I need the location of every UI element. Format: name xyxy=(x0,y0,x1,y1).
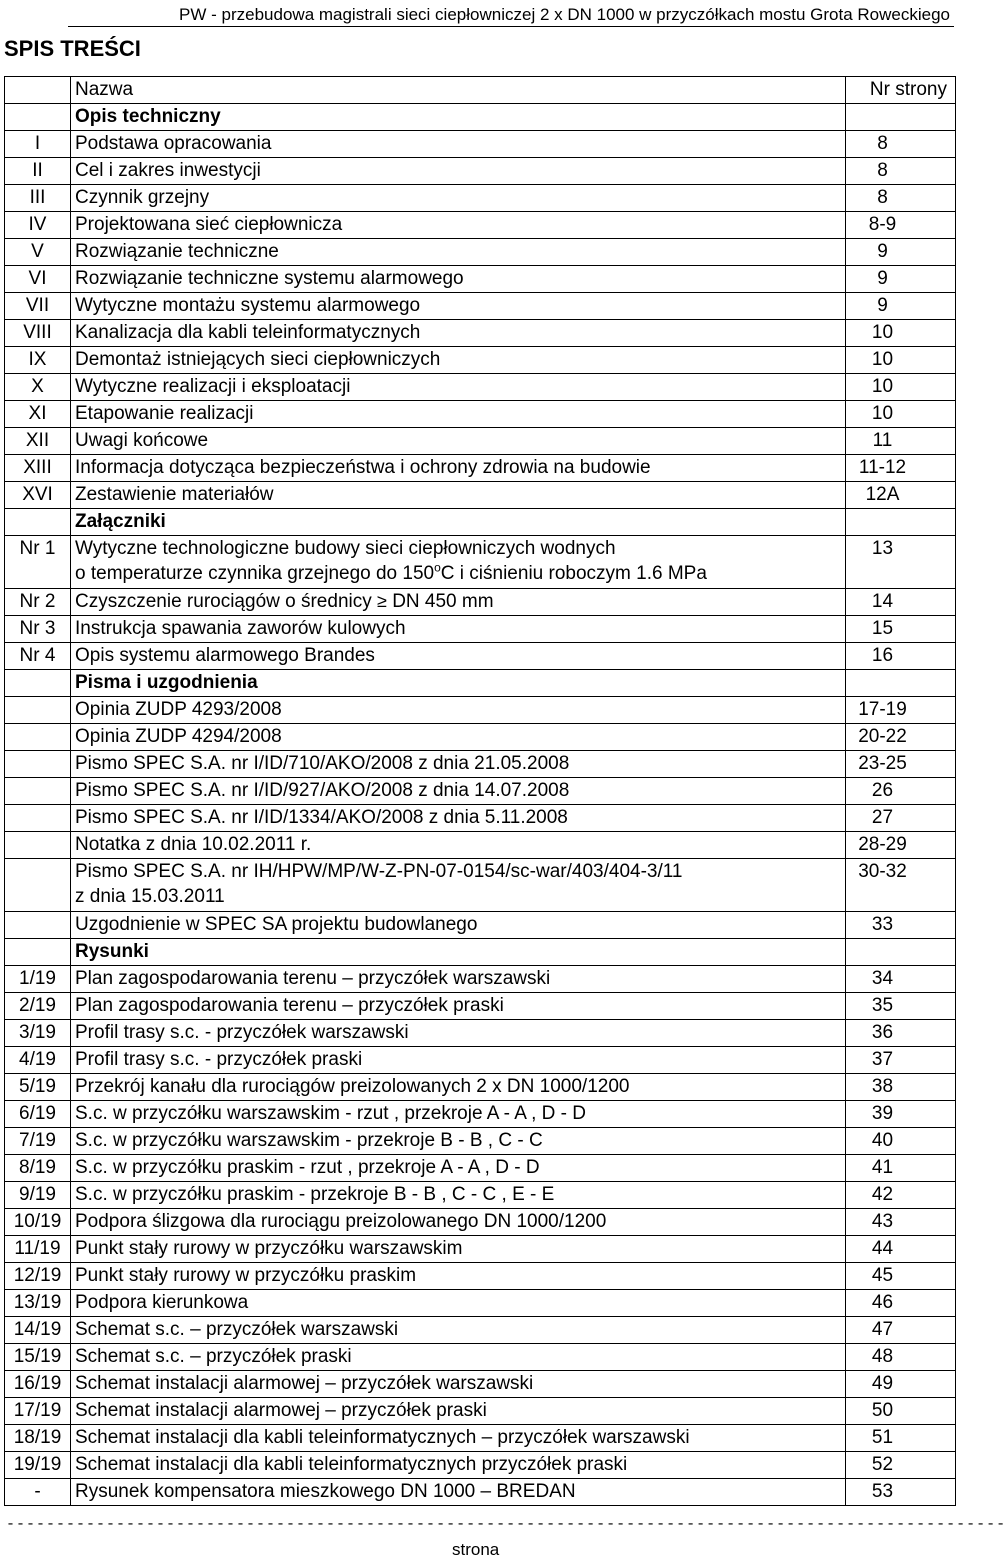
toc-row-name: S.c. w przyczółku praskim - rzut , przekroje A - A , D - D xyxy=(71,1155,846,1182)
toc-row-name: Demontaż istniejących sieci ciepłowniczych xyxy=(71,347,846,374)
toc-row-page: 48 xyxy=(846,1344,956,1371)
toc-row-name: Notatka z dnia 10.02.2011 r. xyxy=(71,832,846,859)
toc-row xyxy=(5,912,956,939)
toc-row-name: Schemat instalacji dla kabli teleinformatycznych przyczółek praski xyxy=(71,1452,846,1479)
toc-row-name: Kanalizacja dla kabli teleinformatycznych xyxy=(71,320,846,347)
toc-row-page: 38 xyxy=(846,1074,956,1101)
toc-row-name: Uwagi końcowe xyxy=(71,428,846,455)
toc-row-num: XII xyxy=(5,428,71,455)
toc-row xyxy=(5,1128,956,1155)
toc-row-page: 8 xyxy=(846,131,956,158)
toc-row-page: 34 xyxy=(846,966,956,993)
toc-row-page: 9 xyxy=(846,293,956,320)
toc-row-name: Profil trasy s.c. - przyczółek warszawski xyxy=(71,1020,846,1047)
toc-row-num: 12/19 xyxy=(5,1263,71,1290)
toc-row-name: Plan zagospodarowania terenu – przyczółek warszawski xyxy=(71,966,846,993)
toc-row xyxy=(5,266,956,293)
toc-row-page: 9 xyxy=(846,239,956,266)
toc-row-num: 19/19 xyxy=(5,1452,71,1479)
toc-row xyxy=(5,1182,956,1209)
toc-row xyxy=(5,1020,956,1047)
toc-row-num: 4/19 xyxy=(5,1047,71,1074)
toc-row-num: 14/19 xyxy=(5,1317,71,1344)
toc-row-num: 10/19 xyxy=(5,1209,71,1236)
toc-row-page: 44 xyxy=(846,1236,956,1263)
toc-row xyxy=(5,1344,956,1371)
toc-row-name: Rozwiązanie techniczne xyxy=(71,239,846,266)
toc-row-num: III xyxy=(5,185,71,212)
rysunki-rows xyxy=(5,966,956,1506)
toc-row-num: 16/19 xyxy=(5,1371,71,1398)
toc-row-page: 45 xyxy=(846,1263,956,1290)
section-heading-opis: Opis techniczny xyxy=(71,104,846,131)
toc-row-page: 17-19 xyxy=(846,697,956,724)
toc-row-num: Nr 3 xyxy=(5,616,71,643)
toc-row-num: XVI xyxy=(5,482,71,509)
toc-row xyxy=(5,185,956,212)
toc-row-num: 11/19 xyxy=(5,1236,71,1263)
toc-row-name: Projektowana sieć ciepłownicza xyxy=(71,212,846,239)
toc-row-page: 46 xyxy=(846,1290,956,1317)
toc-row-page: 36 xyxy=(846,1020,956,1047)
opis-rows xyxy=(5,131,956,509)
toc-row xyxy=(5,643,956,670)
toc-row-num: 8/19 xyxy=(5,1155,71,1182)
toc-row-page: 14 xyxy=(846,589,956,616)
toc-row-name: S.c. w przyczółku praskim - przekroje B - B , C - C , E - E xyxy=(71,1182,846,1209)
toc-row-page: 30-32 xyxy=(846,859,956,912)
toc-row xyxy=(5,158,956,185)
toc-header-page: Nr strony xyxy=(846,77,956,104)
toc-row xyxy=(5,1452,956,1479)
toc-section-row xyxy=(5,104,956,131)
toc-row xyxy=(5,131,956,158)
toc-row-name: Schemat s.c. – przyczółek warszawski xyxy=(71,1317,846,1344)
toc-row-page: 27 xyxy=(846,805,956,832)
toc-row-page: 16 xyxy=(846,643,956,670)
toc-row xyxy=(5,1263,956,1290)
toc-row-name: Czyszczenie rurociągów o średnicy ≥ DN 450 mm xyxy=(71,589,846,616)
toc-row-page: 8-9 xyxy=(846,212,956,239)
toc-row-page: 37 xyxy=(846,1047,956,1074)
toc-row xyxy=(5,455,956,482)
toc-row-page: 53 xyxy=(846,1479,956,1506)
toc-row-page: 33 xyxy=(846,912,956,939)
toc-row-name: Schemat instalacji dla kabli teleinformatycznych – przyczółek warszawski xyxy=(71,1425,846,1452)
toc-row-num: X xyxy=(5,374,71,401)
toc-row-page: 10 xyxy=(846,374,956,401)
toc-row-page: 11 xyxy=(846,428,956,455)
toc-row-page: 52 xyxy=(846,1452,956,1479)
toc-row-name: Podpora kierunkowa xyxy=(71,1290,846,1317)
toc-section-row xyxy=(5,509,956,536)
toc-row-name: Rysunek kompensatora mieszkowego DN 1000 – BREDAN xyxy=(71,1479,846,1506)
toc-row-name: Pismo SPEC S.A. nr IH/HPW/MP/W-Z-PN-07-0154/sc-war/403/404-3/11 z dnia 15.03.2011 xyxy=(71,859,846,912)
toc-row-num: 9/19 xyxy=(5,1182,71,1209)
toc-row-page: 15 xyxy=(846,616,956,643)
toc-row-name: Wytyczne montażu systemu alarmowego xyxy=(71,293,846,320)
toc-header-row xyxy=(5,77,956,104)
toc-row-num: Nr 1 xyxy=(5,536,71,589)
toc-row xyxy=(5,320,956,347)
toc-row-num: VIII xyxy=(5,320,71,347)
toc-row-num: 7/19 xyxy=(5,1128,71,1155)
toc-row-num: II xyxy=(5,158,71,185)
toc-row-name: Punkt stały rurowy w przyczółku praskim xyxy=(71,1263,846,1290)
toc-row-name: Podstawa opracowania xyxy=(71,131,846,158)
toc-row-num: Nr 2 xyxy=(5,589,71,616)
toc-row xyxy=(5,1155,956,1182)
toc-row-page: 26 xyxy=(846,778,956,805)
toc-row-num: - xyxy=(5,1479,71,1506)
toc-row-name: Schemat instalacji alarmowej – przyczółek warszawski xyxy=(71,1371,846,1398)
page-title: SPIS TREŚCI xyxy=(4,36,141,61)
toc-row-name: Przekrój kanału dla rurociągów preizolowanych 2 x DN 1000/1200 xyxy=(71,1074,846,1101)
toc-row xyxy=(5,1047,956,1074)
toc-row-name: Cel i zakres inwestycji xyxy=(71,158,846,185)
toc-row-num: 6/19 xyxy=(5,1101,71,1128)
toc-row-page: 40 xyxy=(846,1128,956,1155)
toc-row-num: XIII xyxy=(5,455,71,482)
toc-row-num: 2/19 xyxy=(5,993,71,1020)
toc-row-name: Pismo SPEC S.A. nr I/ID/710/AKO/2008 z dnia 21.05.2008 xyxy=(71,751,846,778)
toc-row-name: Profil trasy s.c. - przyczółek praski xyxy=(71,1047,846,1074)
toc-row-page: 12A xyxy=(846,482,956,509)
toc-row-num: VII xyxy=(5,293,71,320)
toc-row xyxy=(5,1236,956,1263)
section-heading-rysunki: Rysunki xyxy=(71,939,846,966)
toc-section-row xyxy=(5,939,956,966)
table-of-contents xyxy=(4,76,956,1506)
toc-row-page: 43 xyxy=(846,1209,956,1236)
toc-section-row xyxy=(5,670,956,697)
toc-row-page: 8 xyxy=(846,185,956,212)
toc-row-name: S.c. w przyczółku warszawskim - rzut , przekroje A - A , D - D xyxy=(71,1101,846,1128)
toc-header-name: Nazwa xyxy=(71,77,846,104)
toc-row-num: 1/19 xyxy=(5,966,71,993)
toc-row xyxy=(5,993,956,1020)
toc-header-num xyxy=(5,77,71,104)
toc-row-page: 10 xyxy=(846,320,956,347)
toc-row xyxy=(5,347,956,374)
toc-row-name: Uzgodnienie w SPEC SA projektu budowlanego xyxy=(71,912,846,939)
toc-row-page: 9 xyxy=(846,266,956,293)
toc-row-page: 8 xyxy=(846,158,956,185)
toc-row xyxy=(5,859,956,912)
toc-row xyxy=(5,1479,956,1506)
greater-equal-symbol: ≥ xyxy=(377,591,387,611)
toc-row-name: Wytyczne technologiczne budowy sieci ciepłowniczych wodnych o temperaturze czynnika grzejnego do 150$^o$C i ciśnieniu roboczym 1.6 MPa xyxy=(71,536,846,589)
toc-row xyxy=(5,1398,956,1425)
toc-row xyxy=(5,212,956,239)
running-header: PW - przebudowa magistrali sieci ciepłowniczej 2 x DN 1000 w przyczółkach mostu Grota Roweckiego xyxy=(68,3,954,27)
toc-row xyxy=(5,589,956,616)
footer-separator: ---------------------------------------------------------------------------------------------------- xyxy=(6,1516,1006,1533)
toc-row xyxy=(5,428,956,455)
toc-row-num: V xyxy=(5,239,71,266)
toc-row-page: 13 xyxy=(846,536,956,589)
toc-row-num: 17/19 xyxy=(5,1398,71,1425)
toc-row xyxy=(5,293,956,320)
toc-row xyxy=(5,805,956,832)
toc-row-page: 49 xyxy=(846,1371,956,1398)
toc-row-page: 51 xyxy=(846,1425,956,1452)
toc-row-name: Czynnik grzejny xyxy=(71,185,846,212)
toc-row-page: 23-25 xyxy=(846,751,956,778)
toc-row-name: Etapowanie realizacji xyxy=(71,401,846,428)
toc-row-name: Instrukcja spawania zaworów kulowych xyxy=(71,616,846,643)
toc-row-name: Pismo SPEC S.A. nr I/ID/927/AKO/2008 z dnia 14.07.2008 xyxy=(71,778,846,805)
toc-row-page: 50 xyxy=(846,1398,956,1425)
toc-row xyxy=(5,724,956,751)
toc-row xyxy=(5,1425,956,1452)
toc-row-name: Schemat s.c. – przyczółek praski xyxy=(71,1344,846,1371)
toc-row-page: 20-22 xyxy=(846,724,956,751)
toc-row-page: 35 xyxy=(846,993,956,1020)
toc-row-name: Plan zagospodarowania terenu – przyczółek praski xyxy=(71,993,846,1020)
toc-row-name: Schemat instalacji alarmowej – przyczółek praski xyxy=(71,1398,846,1425)
toc-row-name: Opis systemu alarmowego Brandes xyxy=(71,643,846,670)
toc-row xyxy=(5,778,956,805)
toc-row xyxy=(5,374,956,401)
toc-row-page: 39 xyxy=(846,1101,956,1128)
toc-row-num: I xyxy=(5,131,71,158)
toc-row-name: S.c. w przyczółku warszawskim - przekroje B - B , C - C xyxy=(71,1128,846,1155)
toc-row-num: XI xyxy=(5,401,71,428)
toc-row-name: Pismo SPEC S.A. nr I/ID/1334/AKO/2008 z dnia 5.11.2008 xyxy=(71,805,846,832)
toc-row xyxy=(5,751,956,778)
toc-row xyxy=(5,1290,956,1317)
toc-row-name: Rozwiązanie techniczne systemu alarmowego xyxy=(71,266,846,293)
toc-row xyxy=(5,1209,956,1236)
toc-row xyxy=(5,401,956,428)
toc-row-num: 13/19 xyxy=(5,1290,71,1317)
page-number-label: strona xyxy=(452,1540,500,1559)
toc-row xyxy=(5,1371,956,1398)
toc-row-page: 10 xyxy=(846,401,956,428)
toc-row xyxy=(5,1101,956,1128)
toc-row xyxy=(5,1074,956,1101)
toc-row-name: Zestawienie materiałów xyxy=(71,482,846,509)
toc-row xyxy=(5,239,956,266)
toc-row-name: Punkt stały rurowy w przyczółku warszawskim xyxy=(71,1236,846,1263)
toc-row xyxy=(5,616,956,643)
toc-row-name: Opinia ZUDP 4293/2008 xyxy=(71,697,846,724)
toc-row xyxy=(5,536,956,589)
toc-row-num: IV xyxy=(5,212,71,239)
toc-row xyxy=(5,697,956,724)
toc-row xyxy=(5,1317,956,1344)
toc-row-name: Wytyczne realizacji i eksploatacji xyxy=(71,374,846,401)
toc-row-page: 42 xyxy=(846,1182,956,1209)
toc-row xyxy=(5,966,956,993)
toc-row-page: 11-12 xyxy=(846,455,956,482)
toc-row-name: Informacja dotycząca bezpieczeństwa i ochrony zdrowia na budowie xyxy=(71,455,846,482)
toc-row-num: 3/19 xyxy=(5,1020,71,1047)
toc-row-num: 15/19 xyxy=(5,1344,71,1371)
toc-row xyxy=(5,832,956,859)
toc-row-num: Nr 4 xyxy=(5,643,71,670)
toc-row-name: Opinia ZUDP 4294/2008 xyxy=(71,724,846,751)
toc-row-num: 18/19 xyxy=(5,1425,71,1452)
toc-row-page: 47 xyxy=(846,1317,956,1344)
toc-row-num: IX xyxy=(5,347,71,374)
toc-row-num: 5/19 xyxy=(5,1074,71,1101)
toc-row-name: Podpora ślizgowa dla rurociągu preizolowanego DN 1000/1200 xyxy=(71,1209,846,1236)
section-heading-zalaczniki: Załączniki xyxy=(71,509,846,536)
toc-row-num: VI xyxy=(5,266,71,293)
toc-row-page: 10 xyxy=(846,347,956,374)
toc-row xyxy=(5,482,956,509)
toc-row-page: 28-29 xyxy=(846,832,956,859)
toc-row-page: 41 xyxy=(846,1155,956,1182)
section-heading-pisma: Pisma i uzgodnienia xyxy=(71,670,846,697)
